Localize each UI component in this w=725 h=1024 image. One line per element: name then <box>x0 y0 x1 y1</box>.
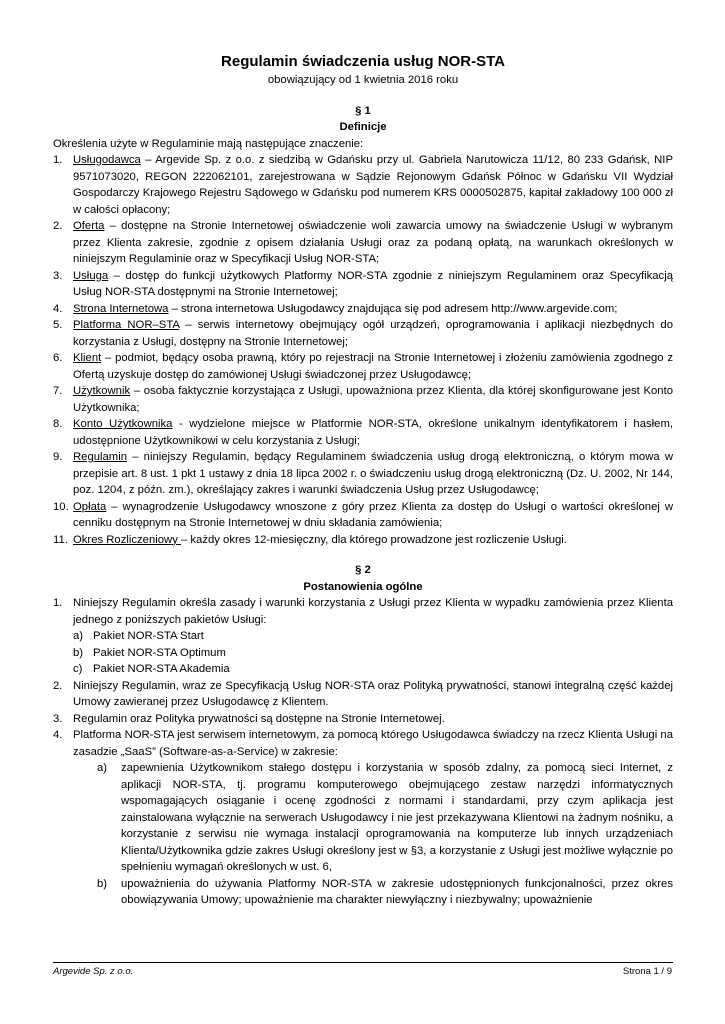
section-2-heading: Postanowienia ogólne <box>303 580 423 593</box>
package-name: Pakiet NOR-STA Start <box>93 630 204 642</box>
item-number: 10. <box>53 500 69 513</box>
definition-term: Regulamin <box>73 451 128 463</box>
item-letter: c) <box>73 663 83 675</box>
document-subtitle: obowiązujący od 1 kwietnia 2016 roku <box>267 74 459 86</box>
definition-term: Użytkownik <box>73 385 131 397</box>
item-number: 6. <box>53 352 63 364</box>
item-letter: b) <box>97 877 108 890</box>
definition-text: – podmiot, będący osoba prawną, który po rejestracji na Stronie Internetowej i złożeniu zamówienia zgodnego z Ofertą uzyskuje dostęp do zamówionej Usługi świadczonej przez Usługodawcę; <box>73 352 673 381</box>
definition-text: - wydzielone miejsce w Platformie NOR-STA, określone unikalnym identyfikatorem i hasłem, udostępnione Użytkownikowi w celu korzystania z Usługi; <box>73 418 673 447</box>
saas-text: zapewnienia Użytkownikom stałego dostępu i korzystania w sposób zdalny, za pomocą sieci Internet, z aplikacji NOR-STA, tj. programu komputerowego obejmującego zestaw narzędzi informatycznych wspomagających osiąganie i ocenę zgodności z normami i standardami, przy czym aplikacja jest zainstalowana wyłącznie na serwerach Usługodawcy i nie jest przekazywana Klientowi na żadnym nośniku, a korzystanie z serwisu nie wymaga instalacji oprogramowania na komputerze lub innych urządzeniach Klienta/Użytkownika gdzie zakres Usługi określony jest w §3, a korzystanie z Usługi jest możliwe wyłącznie po spełnieniu wymagań określonych w ust. 6, <box>121 762 673 873</box>
item-number: 7. <box>53 385 63 397</box>
section-1-heading: Definicje <box>339 121 387 133</box>
packages-list <box>73 628 673 678</box>
document-title: Regulamin świadczenia usług NOR-STA <box>221 53 505 70</box>
item-number: 5. <box>53 319 63 331</box>
definition-item <box>53 317 673 350</box>
saas-item <box>97 760 673 876</box>
section-2-number: § 2 <box>355 564 371 576</box>
definition-item <box>53 416 673 449</box>
section-1-number: § 1 <box>355 104 371 117</box>
package-item <box>73 645 673 662</box>
item-number: 11. <box>53 533 68 546</box>
definition-text: – Argevide Sp. z o.o. z siedzibą w Gdańsku przy ul. Gabriela Narutowicza 11/12, 80 233 Gdańsk, NIP 9571073020, REGON 222062101, zarejestrowana w Sądzie Rejonowym Gdańsk Północ w Gdańsku VII Wydział Gospodarczy Krajowego Rejestru Sądowego w Gdańsku pod numerem KRS 0000502875, kapitał zakładowy 100 000 zł w całości opłacony; <box>73 154 673 216</box>
general-provisions-list <box>53 595 673 760</box>
item-number: 1. <box>53 154 63 166</box>
list-item: 1. Niniejszy Regulamin określa zasady i warunki korzystania z Usługi przez Klienta w wypadku zamówienia przez Klienta jednego z poniższych pakietów Usługi: a) Pakiet NOR-STA Start b) Pakiet NOR-STA Optimum c) Pakiet NOR-STA Akademia <box>53 595 673 678</box>
item-number: 4. <box>53 302 63 315</box>
definition-text: – dostęp do funkcji użytkowych Platformy NOR-STA zgodnie z niniejszym Regulaminem oraz Specyfikacją Usług NOR-STA dostępnymi na Stronie Internetowej; <box>73 269 673 298</box>
footer-page-number: Strona 1 / 9 <box>622 966 672 977</box>
item-number: 2. <box>53 220 63 232</box>
definitions-list <box>53 152 673 548</box>
item-letter: a) <box>73 630 84 642</box>
definition-term: Platforma NOR–STA <box>73 319 180 331</box>
definition-text: – wynagrodzenie Usługodawcy wnoszone z góry przez Klienta za dostęp do Usługi o wartości określonej w cenniku dostępnym na Stronie Internetowej w dniu składania zamówienia; <box>73 500 673 529</box>
definition-term: Usługa <box>73 269 109 282</box>
package-item <box>73 661 673 678</box>
definition-item <box>53 499 673 532</box>
saas-item <box>97 876 673 909</box>
definition-item <box>53 301 673 318</box>
footer-divider <box>53 962 673 963</box>
definition-term: Oferta <box>73 220 105 232</box>
item-letter: b) <box>73 646 84 659</box>
definition-term: Klient <box>73 352 102 364</box>
list-item: 3. Regulamin oraz Polityka prywatności są dostępne na Stronie Internetowej. <box>53 712 445 725</box>
definition-text: – osoba faktycznie korzystająca z Usługi, upoważniona przez Klienta, dla której skonfigurowane jest Konto Użytkownika; <box>73 385 673 414</box>
saas-text: upoważnienia do używania Platformy NOR-STA w zakresie udostępnionych funkcjonalności, przez okres obowiązywania Umowy; upoważnienie ma charakter niewyłączny i niezbywalny; upoważnienie <box>121 877 673 906</box>
footer-company: Argevide Sp. z o.o. <box>53 966 134 977</box>
definition-term: Usługodawca <box>73 154 141 166</box>
saas-scope-list <box>53 760 673 909</box>
definition-item <box>53 383 673 416</box>
definition-term: Opłata <box>73 500 107 513</box>
definition-term: Okres Rozliczeniowy <box>73 533 181 546</box>
list-item: 4. Platforma NOR-STA jest serwisem internetowym, za pomocą którego Usługodawca świadczy na rzecz Klienta Usługi na zasadzie „SaaS” (Software-as-a-Service) w zakresie: <box>53 729 673 758</box>
list-item: 2. Niniejszy Regulamin, wraz ze Specyfikacją Usług NOR-STA oraz Polityką prywatności, stanowi integralną część każdej Umowy zawieranej przez Usługodawcę z Klientem. <box>53 679 673 708</box>
package-item <box>73 628 673 645</box>
definition-text: – dostępne na Stronie Internetowej oświadczenie woli zawarcia umowy na świadczenie Usługi w wybranym przez Klienta zakresie, zgodnie z opisem działania Usługi oraz za podaną opłatą, na warunkach określonych w niniejszym Regulaminie oraz w Specyfikacji Usług NOR-STA; <box>73 220 673 265</box>
definition-item <box>53 532 673 549</box>
definition-term: Konto Użytkownika <box>73 418 173 430</box>
definition-item <box>53 218 673 268</box>
item-number: 9. <box>53 451 63 463</box>
definition-text: – niniejszy Regulamin, będący Regulaminem świadczenia usług drogą elektroniczną, o którym mowa w przepisie art. 8 ust. 1 pkt 1 ustawy z dnia 18 lipca 2002 r. o świadczeniu usług drogą elektroniczną (Dz. U. 2002, Nr 144, poz. 1204, z późn. zm.), określający zakres i warunki świadczenia Usług przez Usługodawcę; <box>73 451 673 496</box>
item-number: 8. <box>53 418 63 430</box>
definition-item <box>53 268 673 301</box>
package-name: Pakiet NOR-STA Akademia <box>93 663 230 675</box>
definition-text: – każdy okres 12-miesięczny, dla którego prowadzone jest rozliczenie Usługi. <box>180 533 567 546</box>
definition-text: – strona internetowa Usługodawcy znajdująca się pod adresem http://www.argevide.com; <box>168 302 618 315</box>
definition-item <box>53 350 673 383</box>
definition-term: Strona Internetowa <box>73 302 169 315</box>
section-1-intro: Określenia użyte w Regulaminie mają następujące znaczenie: <box>53 137 364 150</box>
definition-text: – serwis internetowy obejmujący ogół urządzeń, oprogramowania i aplikacji niezbędnych do korzystania z Usługi, dostępny na Stronie Internetowej; <box>73 319 673 348</box>
package-name: Pakiet NOR-STA Optimum <box>93 646 226 659</box>
item-letter: a) <box>97 762 108 774</box>
definition-item <box>53 152 673 218</box>
definition-item <box>53 449 673 499</box>
document-body <box>53 52 673 909</box>
item-number: 3. <box>53 269 63 282</box>
